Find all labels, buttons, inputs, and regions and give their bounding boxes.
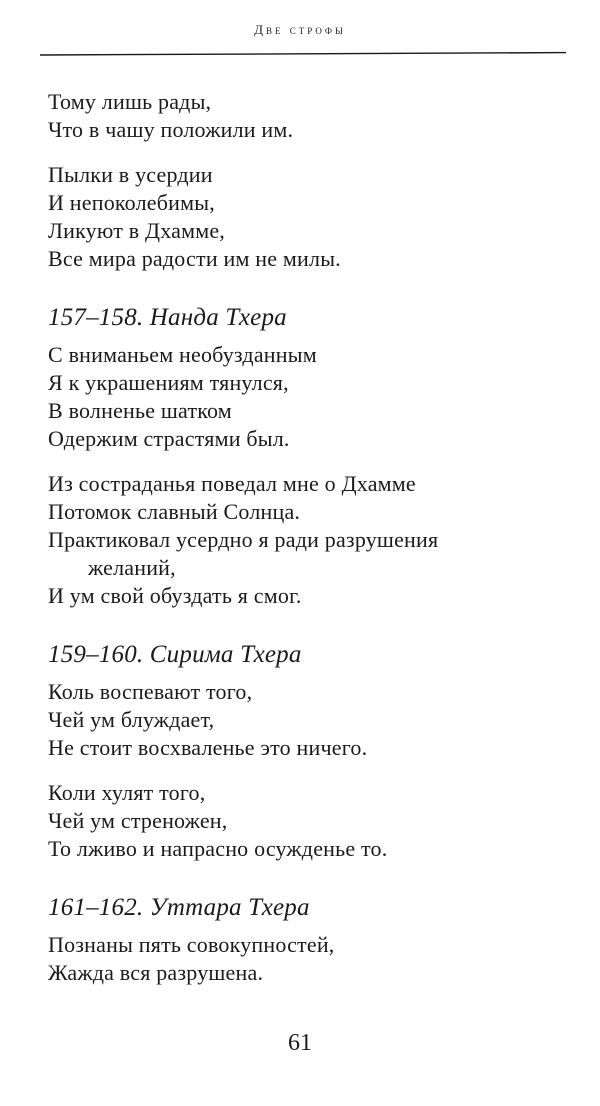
stanza <box>48 161 568 273</box>
verse-line: С вниманьем необузданным <box>48 342 317 367</box>
verse-line: Что в чашу положили им. <box>48 117 294 142</box>
verse-line: Пылки в усердии <box>48 162 213 187</box>
verse-line: Коли хулят того, <box>48 780 206 805</box>
verse-line-continuation: желаний, <box>88 555 176 580</box>
verse-line: Ликуют в Дхамме, <box>48 218 226 243</box>
verse-line: Все мира радости им не милы. <box>48 246 341 271</box>
verse-line: Не стоит восхваленье это ничего. <box>48 735 368 760</box>
section-heading: 157–158. Нанда Тхера <box>48 304 287 331</box>
verse-line: Я к украшениям тянулся, <box>48 370 289 395</box>
verse-line: Коль воспевают того, <box>48 679 253 704</box>
page-number: 61 <box>288 1030 312 1056</box>
verse-line: И ум свой обуздать я смог. <box>48 583 302 608</box>
stanza <box>48 931 568 987</box>
section-heading: 161–162. Уттара Тхера <box>48 894 310 921</box>
verse-line: Познаны пять совокупностей, <box>48 932 335 957</box>
verse-line: И непоколебимы, <box>48 190 215 215</box>
stanza <box>48 678 568 762</box>
verse-line: Потомок славный Солнца. <box>48 499 301 524</box>
stanza <box>48 88 568 144</box>
verse-line: Одержим страстями был. <box>48 426 290 451</box>
verse-line: Из состраданья поведал мне о Дхамме <box>48 471 416 496</box>
verse-line: Жажда вся разрушена. <box>48 960 264 985</box>
verse-line: Практиковал усердно я ради разрушения <box>48 527 439 552</box>
verse-line: То лживо и напрасно осужденье то. <box>48 836 388 861</box>
page-body <box>48 88 568 1004</box>
section-heading: 159–160. Сирима Тхера <box>48 641 302 668</box>
verse-line: Чей ум блуждает, <box>48 707 215 732</box>
verse-line: Чей ум стреножен, <box>48 808 228 833</box>
stanza <box>48 470 568 610</box>
stanza <box>48 779 568 863</box>
verse-line: В волненье шатком <box>48 398 232 423</box>
verse-line: Тому лишь рады, <box>48 89 212 114</box>
header-rule <box>38 49 568 59</box>
stanza <box>48 341 568 453</box>
running-title: Две строфы <box>254 22 346 37</box>
